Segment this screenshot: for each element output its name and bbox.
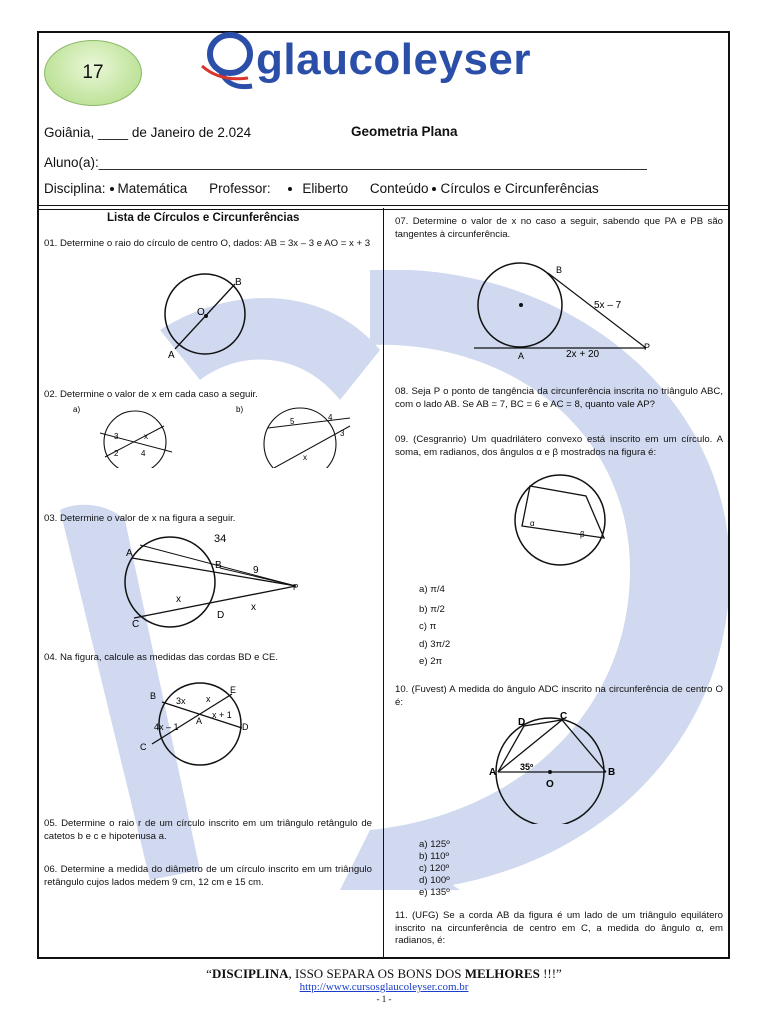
q07-figure [470, 260, 660, 362]
q02-label: 5 [290, 417, 295, 426]
question-08: 08. Seja P o ponto de tangência da circunferência inscrita no triângulo ABC, com o lado AB. Se AB = 7, BC = 6 e AC = 8, quanto vale AP? [395, 386, 723, 410]
q09-option-b: b) π/2 [419, 604, 445, 615]
footer-link-row [0, 981, 768, 993]
q04-label: C [140, 742, 147, 752]
question-07: 07. Determine o valor de x no caso a seguir, sabendo que PA e PB são tangentes à circunferência. [395, 216, 723, 240]
q10-figure [486, 712, 626, 824]
page-footer-number: - 1 - [376, 994, 392, 1004]
motto-bold-2: MELHORES [464, 966, 540, 981]
footer-motto [0, 966, 768, 982]
q03-label: x [251, 602, 256, 613]
date-line: Goiânia, ____ de Janeiro de 2.024 [44, 125, 252, 140]
q04-figure [136, 682, 266, 770]
question-09: 09. (Cesgranrio) Um quadrilátero convexo está inscrito em um círculo. A soma, em radianos, dos ângulos α e β mostrados na figura é: [395, 434, 723, 458]
q03-label: P [293, 583, 299, 592]
discipline-label: Disciplina: [44, 181, 106, 196]
q10-option-c: c) 120º [419, 863, 450, 874]
q10-label: C [560, 712, 568, 722]
q02-label: 3 [340, 429, 345, 438]
q07-label: 2x + 20 [566, 349, 600, 360]
q02-label: a) [73, 405, 81, 414]
list-title: Lista de Círculos e Circunferências [107, 212, 300, 224]
q01-label: O [197, 307, 205, 318]
q03-label: 34 [214, 533, 227, 545]
motto-open: “ [206, 966, 212, 981]
professor-value: Eliberto [302, 181, 349, 196]
q09-figure [510, 472, 610, 568]
q10-label: D [518, 717, 526, 728]
question-01: 01. Determine o raio do círculo de centro O, dados: AB = 3x – 3 e AO = x + 3 [44, 238, 371, 249]
page-number-badge [44, 40, 142, 106]
brand-name [256, 35, 531, 85]
q07-label: B [556, 265, 563, 275]
question-03: 03. Determine o valor de x na figura a seguir. [44, 513, 236, 524]
q02-label: 3 [114, 432, 119, 441]
q10-option-b: b) 110º [419, 851, 449, 862]
q03-figure [120, 528, 310, 630]
q04-label: B [150, 691, 157, 701]
question-04: 04. Na figura, calcule as medidas das cordas BD e CE. [44, 652, 279, 663]
professor-label: Professor: [209, 181, 271, 196]
bullet-icon [110, 187, 114, 191]
q10-label: 35º [520, 762, 534, 772]
header-divider [37, 205, 730, 206]
question-06: 06. Determine a medida do diâmetro de um círculo inscrito em um triângulo retângulo cujos lados medem 9 cm, 12 cm e 15 cm. [44, 864, 372, 888]
q07-label: A [518, 351, 525, 361]
q07-label: P [644, 342, 651, 352]
q02-label: 4 [141, 449, 146, 458]
discipline-value: Matemática [117, 181, 188, 196]
column-divider [383, 208, 384, 958]
q01-label: A [168, 350, 175, 361]
q03-label: 9 [253, 565, 259, 576]
q04-label: A [196, 716, 203, 726]
q09-option-e: e) 2π [419, 656, 443, 667]
q03-label: C [132, 619, 140, 630]
question-10: 10. (Fuvest) A medida do ângulo ADC inscrito na circunferência de centro O é: [395, 684, 723, 708]
q02-label: b) [236, 405, 244, 414]
q09-label: β [580, 530, 585, 539]
motto-end: !!!” [539, 966, 562, 981]
q01-figure [150, 272, 260, 364]
q09-option-d: d) 3π/2 [419, 639, 451, 650]
question-11: 11. (UFG) Se a corda AB da figura é um lado de um triângulo equilátero inscrito na circunferência de centro em C, a medida do ângulo α, em radianos, é: [395, 910, 723, 946]
subject-title: Geometria Plana [351, 124, 458, 139]
q02-label: 2 [114, 449, 119, 458]
q04-label: x [206, 694, 211, 704]
q04-label: E [230, 685, 237, 695]
q04-label: 3x [176, 696, 186, 706]
bullet-icon [432, 187, 436, 191]
q03-label: D [217, 610, 225, 621]
motto-bold-1: DISCIPLINA [211, 966, 289, 981]
q04-label: D [242, 722, 249, 732]
q02-label: 4 [328, 413, 333, 422]
q10-label: B [608, 767, 616, 778]
brand-name-text: glaucoleyser [256, 35, 532, 84]
student-line: Aluno(a):_________________________________________________________________________ [44, 155, 647, 170]
q10-label: A [489, 767, 497, 778]
q03-label: B [215, 560, 222, 571]
bullet-icon [288, 187, 292, 191]
q03-label: x [176, 594, 181, 605]
q09-label: α [530, 519, 535, 528]
question-02: 02. Determine o valor de x em cada caso a seguir. [44, 389, 258, 400]
q02-figure [60, 402, 360, 468]
q07-label: 5x – 7 [594, 300, 622, 311]
q04-label: x + 1 [212, 710, 232, 720]
q02-label: x [144, 432, 148, 441]
q10-option-a: a) 125º [419, 839, 450, 850]
q02-label: x [303, 453, 307, 462]
q04-label: 4x – 1 [154, 722, 179, 732]
discipline-row [44, 181, 599, 196]
question-05: 05. Determine o raio r de um círculo inscrito em um triângulo retângulo de catetos b e c e hipotenusa a. [44, 818, 372, 842]
content-label: Conteúdo [369, 181, 429, 196]
content-value: Círculos e Circunferências [440, 181, 599, 196]
q09-option-c: c) π [419, 621, 437, 632]
q10-option-e: e) 135º [419, 887, 450, 898]
badge-number: 17 [82, 62, 104, 83]
motto-middle: , ISSO SEPARA OS BONS DOS [288, 966, 465, 981]
website-link[interactable]: http://www.cursosglaucoleyser.com.br [299, 981, 469, 993]
q03-label: A [126, 548, 133, 559]
q01-label: B [235, 277, 242, 288]
q10-label: O [546, 779, 554, 790]
q09-option-a: a) π/4 [419, 584, 445, 595]
q10-option-d: d) 100º [419, 875, 450, 886]
